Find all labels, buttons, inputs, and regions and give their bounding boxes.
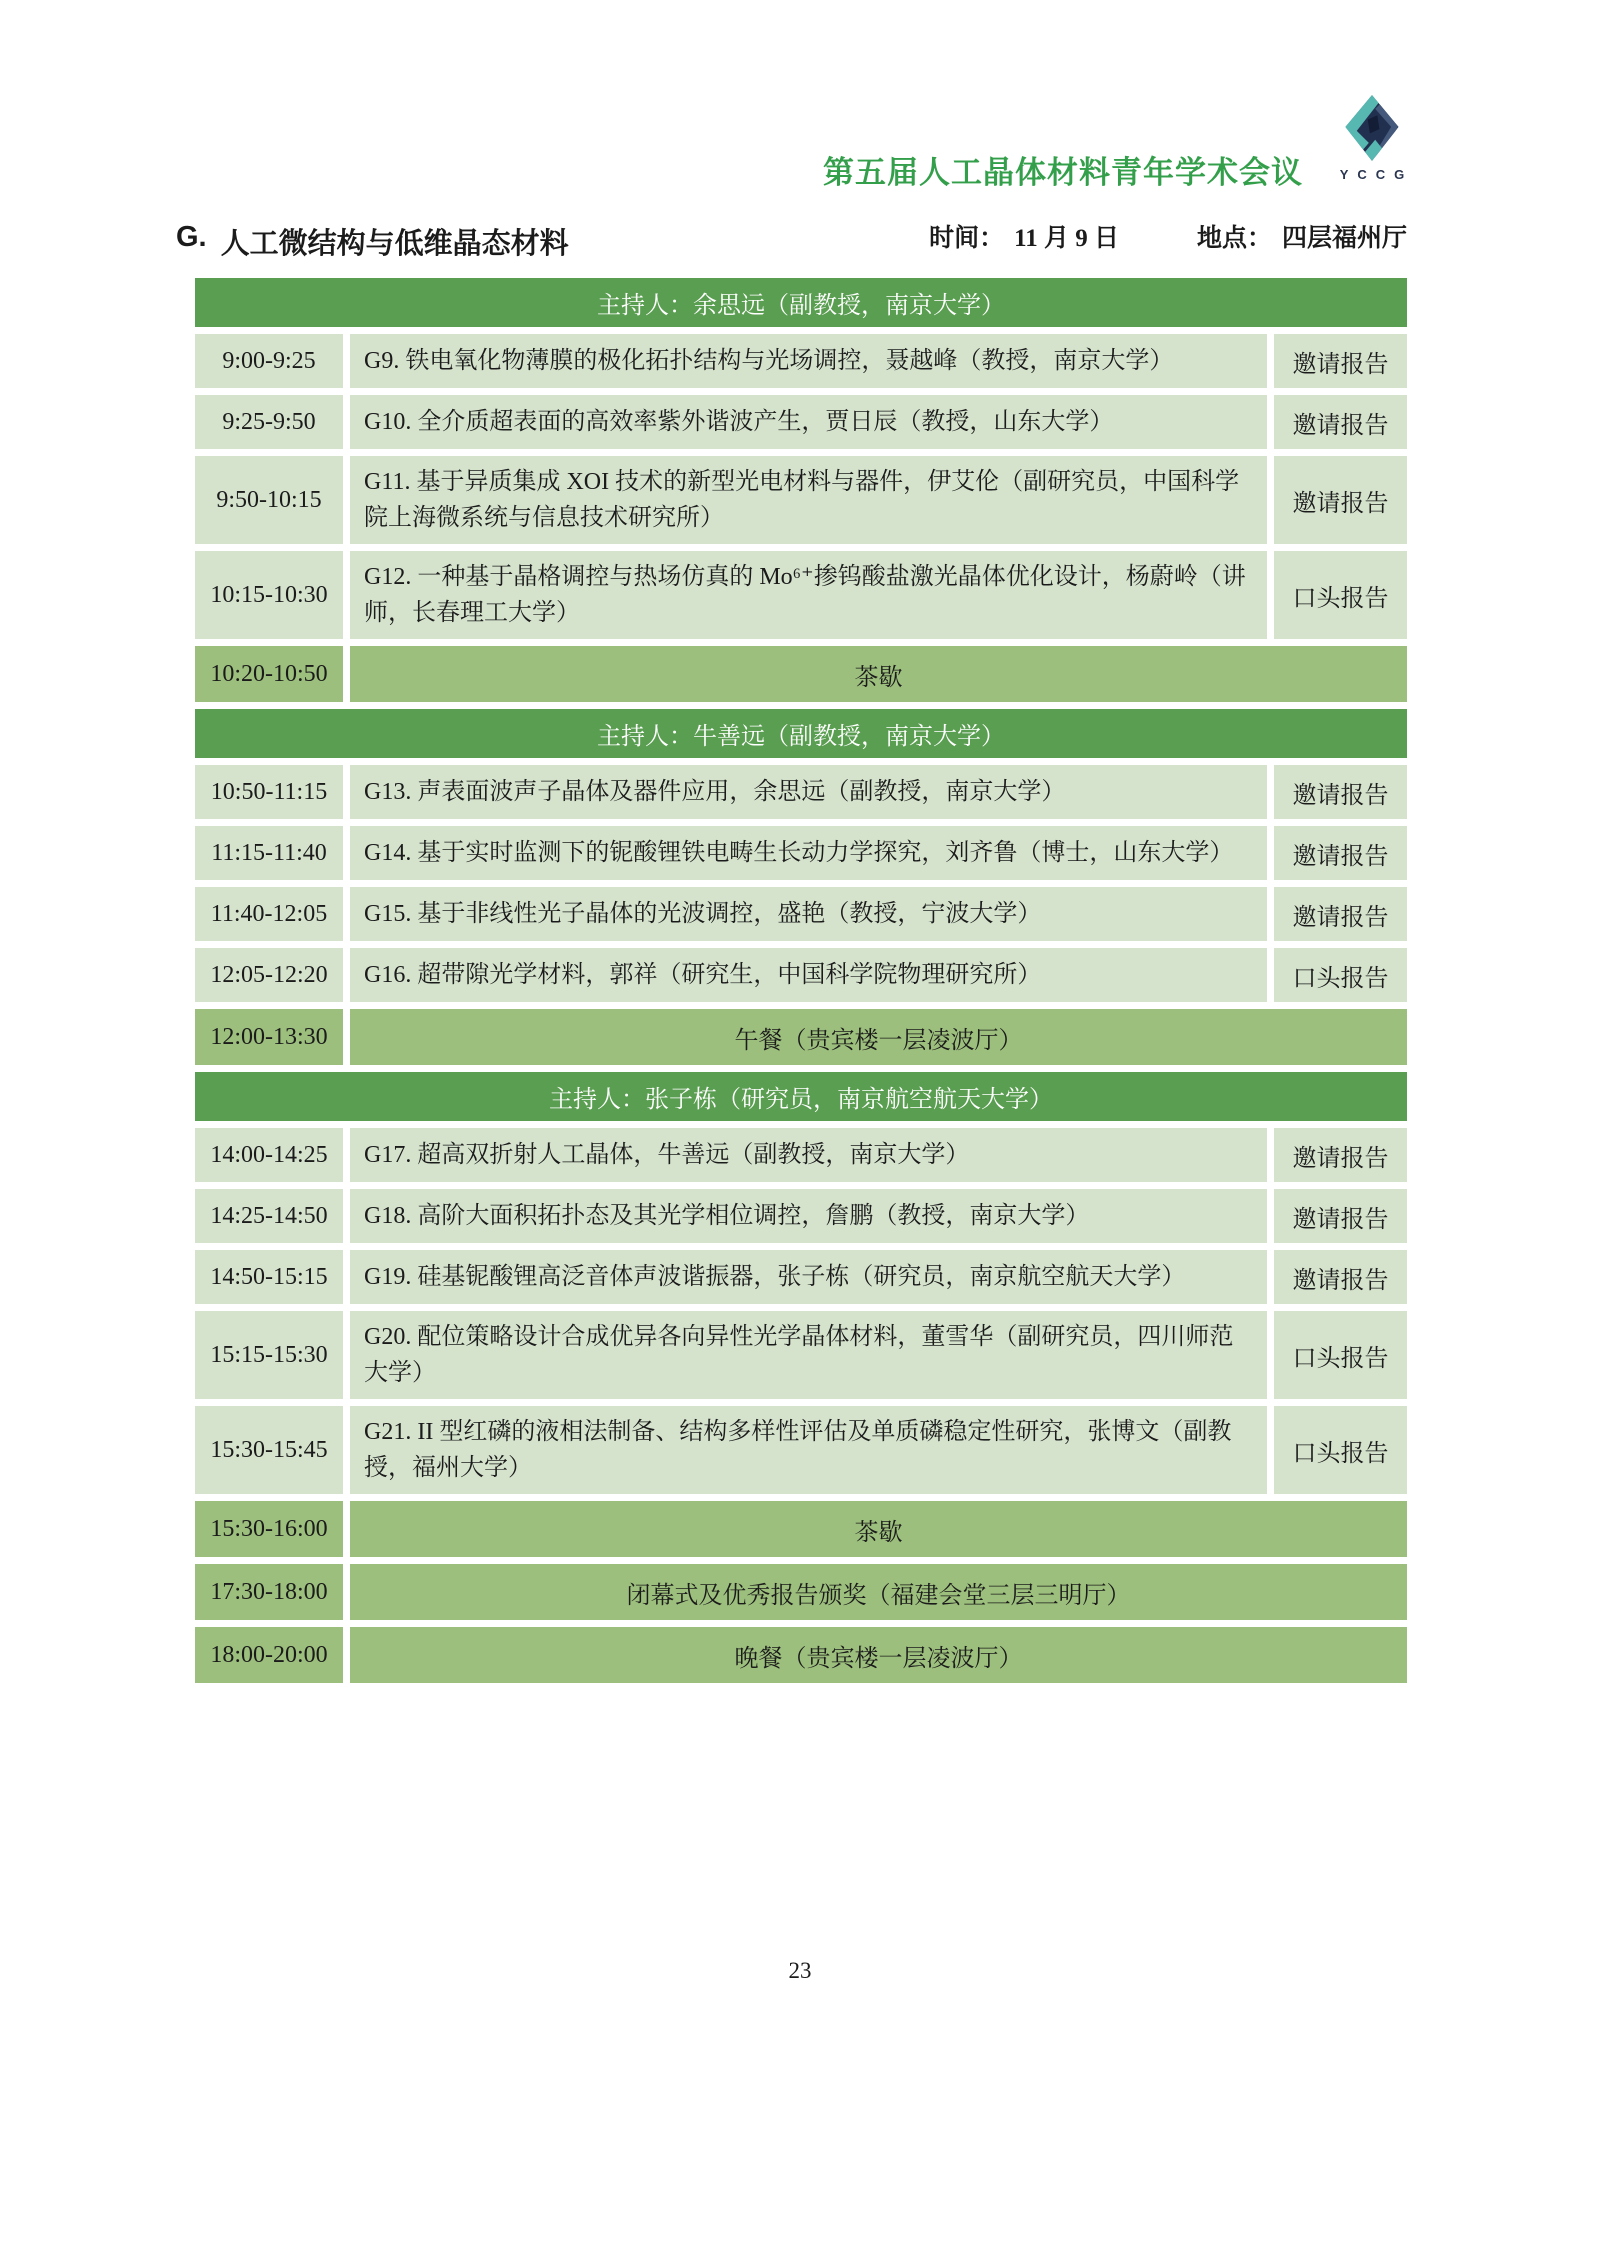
talk-title: G14. 基于实时监测下的铌酸锂铁电畴生长动力学探究，刘齐鲁（博士，山东大学） — [350, 826, 1267, 880]
break-time: 12:00-13:30 — [195, 1009, 343, 1065]
session-chair-row — [195, 278, 1407, 327]
talk-title: G16. 超带隙光学材料，郭祥（研究生，中国科学院物理研究所） — [350, 948, 1267, 1002]
talk-title: G15. 基于非线性光子晶体的光波调控，盛艳（教授，宁波大学） — [350, 887, 1267, 941]
talk-time: 15:15-15:30 — [195, 1311, 343, 1399]
session-header-line — [0, 182, 1600, 262]
talk-title: G17. 超高双折射人工晶体，牛善远（副教授，南京大学） — [350, 1128, 1267, 1182]
talk-row — [195, 1311, 1407, 1399]
break-label: 茶歇 — [350, 1501, 1407, 1557]
break-time: 15:30-16:00 — [195, 1501, 343, 1557]
talk-row — [195, 1189, 1407, 1243]
chair-label: 主持人：张子栋（研究员，南京航空航天大学） — [195, 1072, 1407, 1121]
talk-title: G13. 声表面波声子晶体及器件应用，余思远（副教授，南京大学） — [350, 765, 1267, 819]
schedule-table — [195, 278, 1407, 1683]
break-row — [195, 646, 1407, 702]
conference-logo — [1337, 95, 1414, 182]
talk-time: 9:50-10:15 — [195, 456, 343, 544]
break-label: 茶歇 — [350, 646, 1407, 702]
break-label: 午餐（贵宾楼一层凌波厅） — [350, 1009, 1407, 1065]
talk-row — [195, 1128, 1407, 1182]
talk-row — [195, 395, 1407, 449]
talk-category: 邀请报告 — [1274, 456, 1407, 544]
talk-category: 邀请报告 — [1274, 1128, 1407, 1182]
session-title-group — [176, 221, 929, 262]
break-time: 17:30-18:00 — [195, 1564, 343, 1620]
talk-row — [195, 334, 1407, 388]
talk-time: 10:50-11:15 — [195, 765, 343, 819]
page-header — [0, 0, 1600, 190]
conference-title: 第五届人工晶体材料青年学术会议 — [823, 155, 1303, 190]
talk-category: 邀请报告 — [1274, 765, 1407, 819]
talk-time: 14:25-14:50 — [195, 1189, 343, 1243]
talk-category: 口头报告 — [1274, 1406, 1407, 1494]
talk-title: G11. 基于异质集成 XOI 技术的新型光电材料与器件，伊艾伦（副研究员，中国科学院上海微系统与信息技术研究所） — [350, 456, 1267, 544]
talk-row — [195, 551, 1407, 639]
yccg-diamond-icon — [1344, 95, 1400, 161]
session-chair-row — [195, 1072, 1407, 1121]
talk-category: 口头报告 — [1274, 948, 1407, 1002]
session-chair-row — [195, 709, 1407, 758]
talk-category: 邀请报告 — [1274, 887, 1407, 941]
session-title: 人工微结构与低维晶态材料 — [220, 228, 569, 260]
talk-time: 9:25-9:50 — [195, 395, 343, 449]
session-meta — [929, 218, 1407, 254]
talk-title: G21. II 型红磷的液相法制备、结构多样性评估及单质磷稳定性研究，张博文（副教授，福州大学） — [350, 1406, 1267, 1494]
talk-title: G9. 铁电氧化物薄膜的极化拓扑结构与光场调控，聂越峰（教授，南京大学） — [350, 334, 1267, 388]
talk-row — [195, 765, 1407, 819]
talk-time: 11:40-12:05 — [195, 887, 343, 941]
talk-row — [195, 887, 1407, 941]
page-number: 23 — [788, 1958, 812, 1983]
talk-row — [195, 456, 1407, 544]
talk-category: 邀请报告 — [1274, 1189, 1407, 1243]
talk-row — [195, 1250, 1407, 1304]
session-time — [929, 218, 1119, 254]
session-code: G. — [176, 221, 207, 253]
break-label: 晚餐（贵宾楼一层凌波厅） — [350, 1627, 1407, 1683]
talk-time: 9:00-9:25 — [195, 334, 343, 388]
talk-time: 11:15-11:40 — [195, 826, 343, 880]
venue-label: 地点： — [1196, 225, 1272, 252]
talk-category: 邀请报告 — [1274, 826, 1407, 880]
talk-category: 邀请报告 — [1274, 1250, 1407, 1304]
break-row — [195, 1627, 1407, 1683]
break-label: 闭幕式及优秀报告颁奖（福建会堂三层三明厅） — [350, 1564, 1407, 1620]
chair-label: 主持人：余思远（副教授，南京大学） — [195, 278, 1407, 327]
break-time: 18:00-20:00 — [195, 1627, 343, 1683]
talk-title: G19. 硅基铌酸锂高泛音体声波谐振器，张子栋（研究员，南京航空航天大学） — [350, 1250, 1267, 1304]
talk-title: G18. 高阶大面积拓扑态及其光学相位调控，詹鹏（教授，南京大学） — [350, 1189, 1267, 1243]
chair-label: 主持人：牛善远（副教授，南京大学） — [195, 709, 1407, 758]
talk-category: 口头报告 — [1274, 1311, 1407, 1399]
talk-row — [195, 948, 1407, 1002]
break-row — [195, 1009, 1407, 1065]
talk-category: 邀请报告 — [1274, 334, 1407, 388]
talk-time: 12:05-12:20 — [195, 948, 343, 1002]
session-venue — [1197, 218, 1407, 254]
talk-time: 14:00-14:25 — [195, 1128, 343, 1182]
talk-title: G20. 配位策略设计合成优异各向异性光学晶体材料，董雪华（副研究员，四川师范大学） — [350, 1311, 1267, 1399]
talk-time: 10:15-10:30 — [195, 551, 343, 639]
break-row — [195, 1501, 1407, 1557]
talk-time: 15:30-15:45 — [195, 1406, 343, 1494]
talk-row — [195, 826, 1407, 880]
logo-text: YCCG — [1339, 167, 1414, 182]
talk-title: G10. 全介质超表面的高效率紫外谐波产生，贾日辰（教授，山东大学） — [350, 395, 1267, 449]
talk-title: G12. 一种基于晶格调控与热场仿真的 Mo⁶⁺掺钨酸盐激光晶体优化设计，杨蔚岭（讲师，长春理工大学） — [350, 551, 1267, 639]
break-time: 10:20-10:50 — [195, 646, 343, 702]
talk-row — [195, 1406, 1407, 1494]
talk-time: 14:50-15:15 — [195, 1250, 343, 1304]
break-row — [195, 1564, 1407, 1620]
time-value: 11 月 9 日 — [1014, 225, 1119, 252]
venue-value: 四层福州厅 — [1281, 225, 1407, 252]
talk-category: 邀请报告 — [1274, 395, 1407, 449]
talk-category: 口头报告 — [1274, 551, 1407, 639]
time-label: 时间： — [929, 225, 1005, 252]
